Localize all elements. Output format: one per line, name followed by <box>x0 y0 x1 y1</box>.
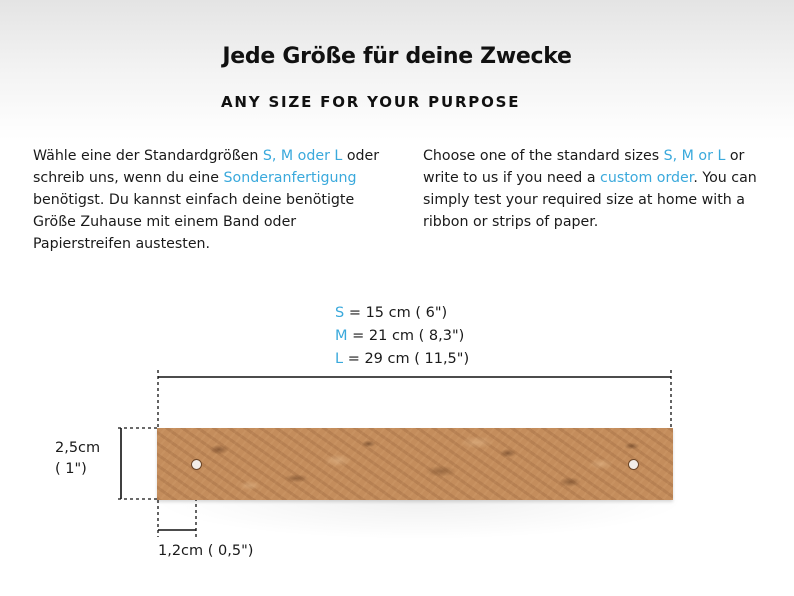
sizes-link[interactable]: S, M oder L <box>262 148 343 164</box>
strap-shadow <box>150 500 690 540</box>
cork-strap <box>157 428 673 500</box>
strap-hole-right <box>628 459 639 470</box>
size-value: = 29 cm ( 11,5") <box>343 351 470 367</box>
size-key: M <box>335 328 348 344</box>
sizes-link[interactable]: S, M or L <box>663 148 726 164</box>
height-imperial: ( 1") <box>55 461 87 477</box>
height-metric: 2,5cm <box>55 440 101 456</box>
page-title: Jede Größe für deine Zwecke <box>222 44 572 69</box>
description-text: or write to us if you need a <box>423 148 745 186</box>
size-value: = 21 cm ( 8,3") <box>347 328 465 344</box>
description-text: . You can simply test your required size at home with a ribbon or strips of paper. <box>423 170 757 230</box>
size-value: = 15 cm ( 6") <box>344 305 448 321</box>
size-key: S <box>335 305 345 321</box>
strap-hole-left <box>191 459 202 470</box>
hole-offset-label: 1,2cm ( 0,5") <box>158 543 254 559</box>
height-label <box>55 438 100 480</box>
custom-order-link[interactable]: Sonderanfertigung <box>223 170 357 186</box>
custom-order-link[interactable]: custom order <box>600 170 694 186</box>
size-key: L <box>335 351 344 367</box>
description-text: Wähle eine der Standardgrößen <box>33 148 263 164</box>
page-subtitle: ANY SIZE FOR YOUR PURPOSE <box>221 93 521 111</box>
description-text: oder schreib uns, wenn du eine <box>33 148 380 186</box>
description-text: benötigst. Du kannst einfach deine benötigte Größe Zuhause mit einem Band oder Papierstreifen austesten. <box>33 192 355 252</box>
description-text: Choose one of the standard sizes <box>423 148 664 164</box>
